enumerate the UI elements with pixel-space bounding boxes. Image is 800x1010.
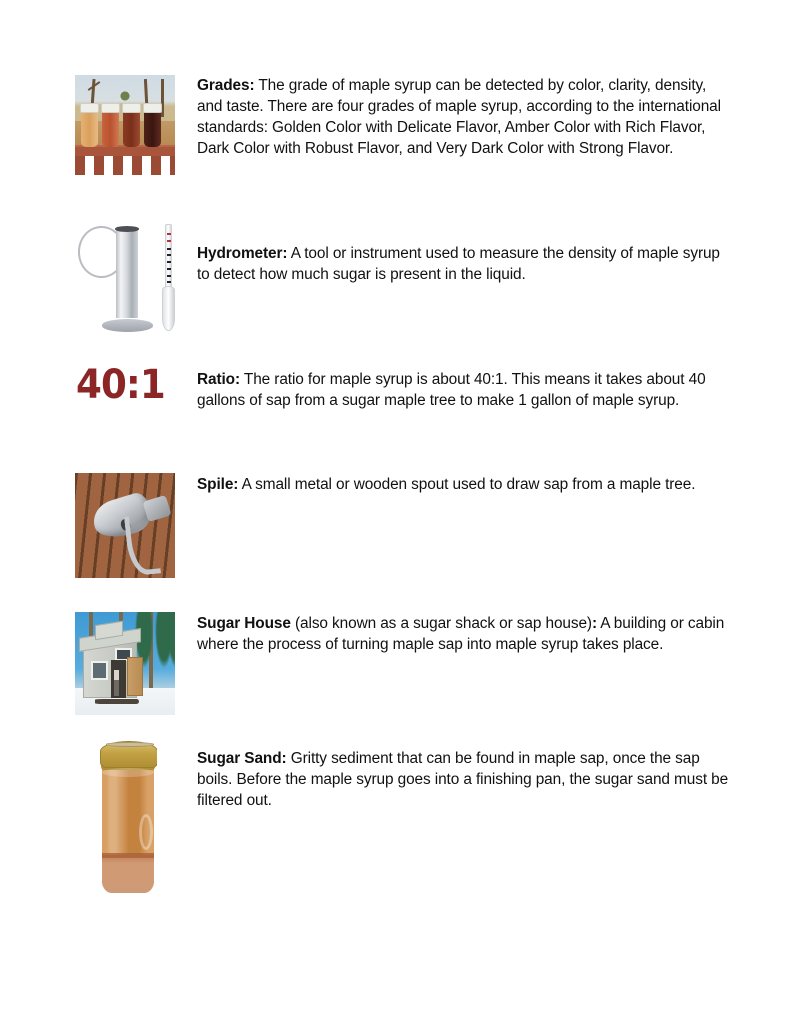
term-definition: A building or cabin where the process of turning maple sap into maple syrup takes place. xyxy=(197,615,725,653)
ratio-text: 40:1 xyxy=(76,365,165,401)
syrup-jar-very-dark xyxy=(144,109,161,147)
term-label: Ratio xyxy=(197,371,235,388)
jar-lid xyxy=(80,103,98,113)
scale-tick xyxy=(167,233,171,235)
fence-pickets xyxy=(75,156,175,175)
term-suffix: (also known as a sugar shack or sap house) xyxy=(290,615,592,632)
term-label: Hydrometer xyxy=(197,245,283,262)
scale-tick xyxy=(167,281,171,283)
fence-shape xyxy=(75,145,175,175)
pine-tree-icon xyxy=(165,612,175,676)
bush-icon xyxy=(117,89,133,103)
term-separator: : xyxy=(249,77,255,94)
sled-runner xyxy=(95,699,139,704)
scale-tick xyxy=(167,261,171,263)
entry-text-sugar-sand xyxy=(197,748,729,811)
spile-photo xyxy=(75,473,175,578)
cup-base xyxy=(102,319,153,331)
term-definition: The ratio for maple syrup is about 40:1. This means it takes about 40 gallons of sap from a sugar maple tree to make 1 gallon of maple syrup. xyxy=(197,371,706,409)
hydrometer-illustration xyxy=(75,222,177,334)
entry-text-grades xyxy=(197,75,729,159)
scale-tick xyxy=(167,240,171,242)
entry-text-sugar-house xyxy=(197,613,729,655)
person-figure xyxy=(114,670,119,697)
entry-text-spile xyxy=(197,474,729,495)
term-definition: A small metal or wooden spout used to draw sap from a maple tree. xyxy=(238,476,696,493)
scale-tick xyxy=(167,275,171,277)
jar-side-highlight xyxy=(139,814,153,850)
jar-lid xyxy=(143,103,161,113)
jar-lid xyxy=(101,103,119,113)
jar-glass-body xyxy=(102,757,153,893)
grade-jars-illustration xyxy=(75,75,175,175)
sugar-house-illustration xyxy=(75,612,175,715)
spile-illustration xyxy=(75,473,175,578)
open-door-panel xyxy=(127,657,143,696)
syrup-jar-dark xyxy=(123,109,140,147)
term-separator: : xyxy=(234,371,241,388)
jar-lid xyxy=(122,103,140,113)
ratio-40-to-1-graphic xyxy=(76,365,176,401)
term-separator: : xyxy=(282,245,288,262)
term-definition: Gritty sediment that can be found in maple sap, once the sap boils. Before the maple syrup goes into a finishing pan, the sugar sand must be filtered out. xyxy=(197,750,729,809)
term-definition: A tool or instrument used to measure the density of maple syrup to detect how much sugar is present in the liquid. xyxy=(197,245,720,283)
scale-tick xyxy=(167,254,171,256)
term-separator: : xyxy=(591,615,597,632)
term-label: Spile xyxy=(197,476,234,493)
scale-tick xyxy=(167,268,171,270)
term-label: Grades xyxy=(197,77,250,94)
hydrometer-bulb xyxy=(162,286,175,331)
term-separator: : xyxy=(233,476,239,493)
maple-syrup-grade-jars-photo xyxy=(75,75,175,175)
term-definition: The grade of maple syrup can be detected by color, clarity, density, and taste. There are four grades of maple syrup, according to the international standards: Golden Color with Delicate Flavor, Amber Color with Rich Flavor, Dark Color with Robust Flavor, and Very Dark Color with Strong Flavor. xyxy=(197,77,721,157)
hydrometer-photo xyxy=(75,222,177,334)
sugar-sand-jar-illustration xyxy=(99,738,157,896)
shack-window xyxy=(91,661,108,680)
term-label: Sugar House xyxy=(197,615,291,632)
entry-text-ratio xyxy=(197,369,729,411)
scale-tick xyxy=(167,248,171,250)
syrup-jar-amber xyxy=(102,109,119,147)
syrup-jar-golden xyxy=(81,109,98,147)
sugar-house-photo xyxy=(75,612,175,715)
entry-text-hydrometer xyxy=(197,243,729,285)
term-separator: : xyxy=(281,750,287,767)
sugar-sand-jar-photo xyxy=(99,738,157,896)
jar-lid-top xyxy=(106,742,155,746)
sugar-sand-sediment xyxy=(102,855,153,893)
jar-lid-ring xyxy=(100,741,157,768)
term-label: Sugar Sand xyxy=(197,750,282,767)
test-cup-cylinder xyxy=(116,229,138,319)
